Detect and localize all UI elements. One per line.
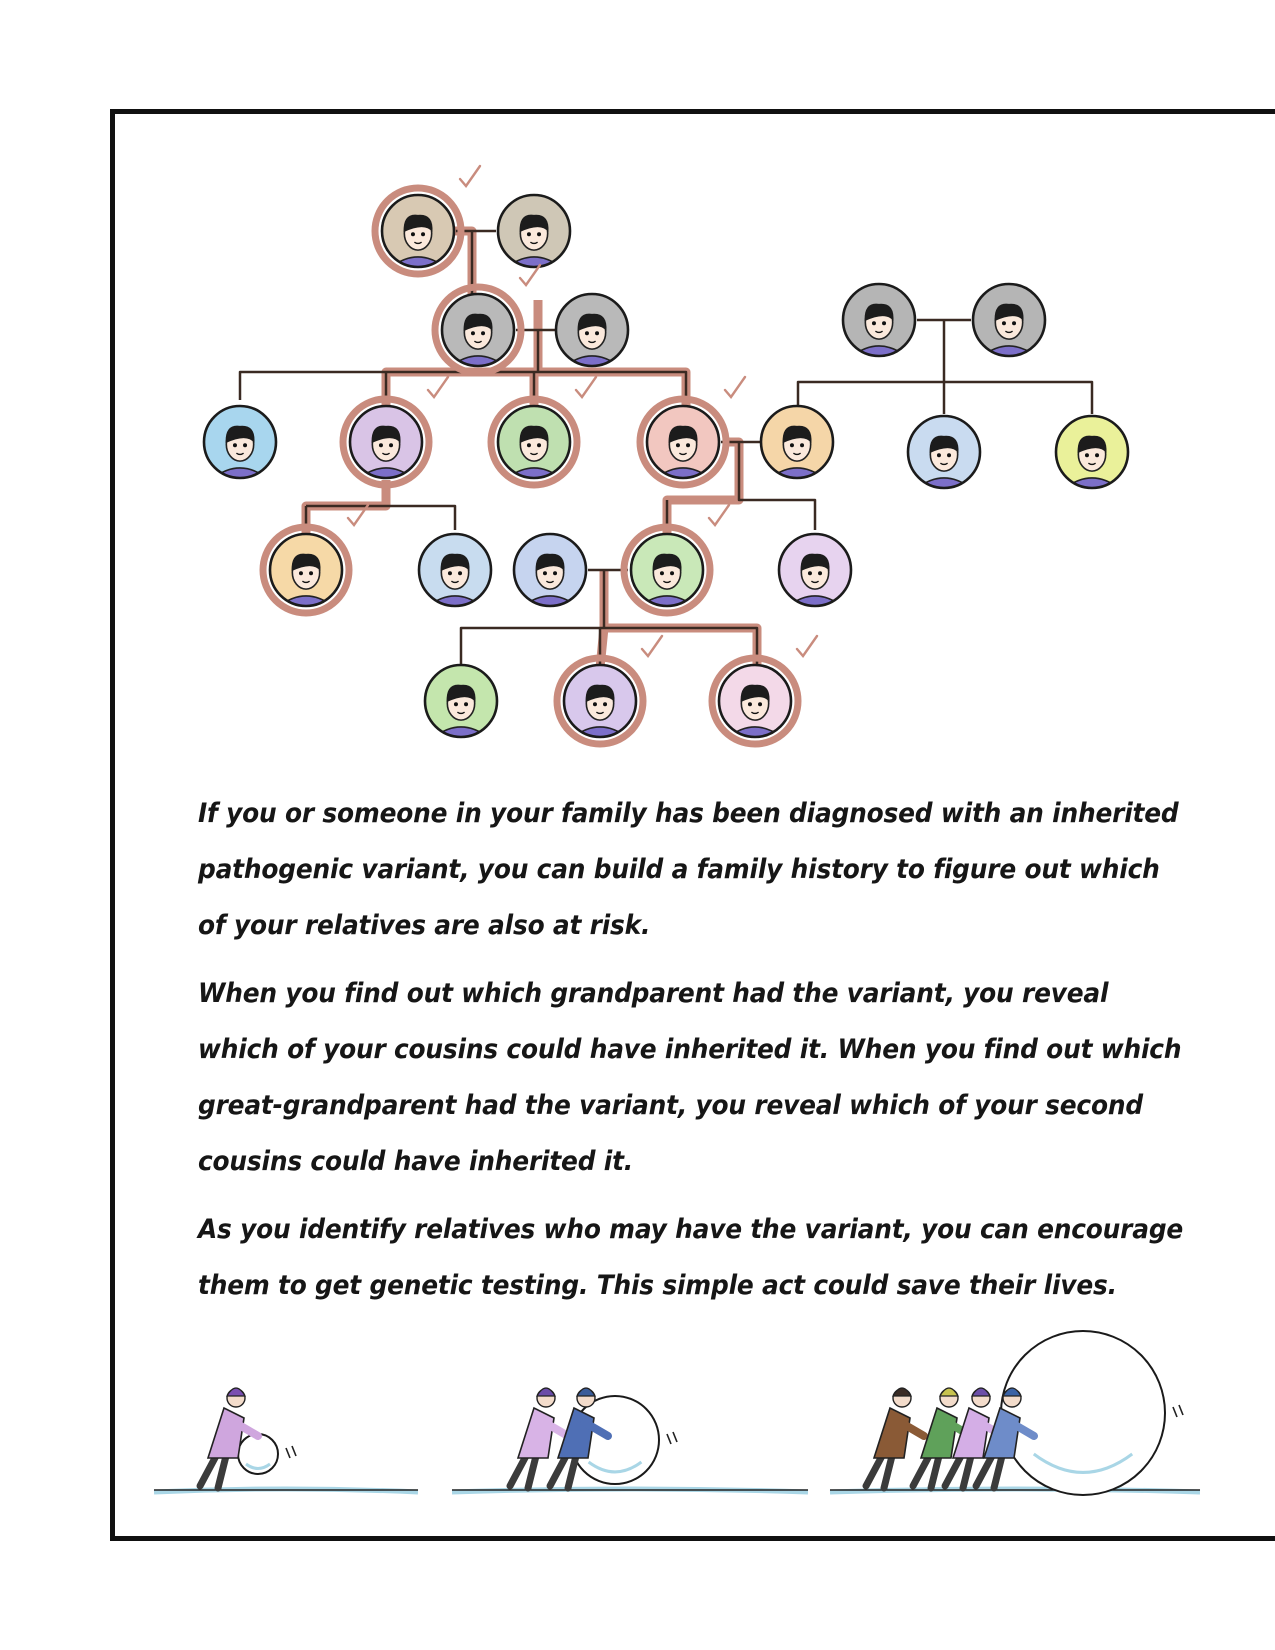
eye xyxy=(243,443,247,447)
eye xyxy=(800,443,804,447)
family-member-aunt-1 xyxy=(491,377,596,485)
family-member-uncle-1 xyxy=(204,406,276,479)
text-line: them to get genetic testing. This simple act could save their lives. xyxy=(198,1270,1117,1301)
family-tree-members xyxy=(204,166,1128,744)
checkmark-icon xyxy=(797,636,817,656)
eye xyxy=(481,331,485,335)
checkmark-icon xyxy=(642,636,662,656)
paragraph-testing xyxy=(198,1202,1184,1314)
paragraph-grandparent xyxy=(198,966,1182,1190)
eye xyxy=(458,571,462,575)
eye xyxy=(537,232,541,236)
eye xyxy=(389,443,393,447)
text-line: cousins could have inherited it. xyxy=(198,1146,634,1177)
text-line: When you find out which grandparent had the variant, you reveal xyxy=(198,978,1109,1009)
family-member-sibling xyxy=(779,534,851,607)
family-tree-illustration xyxy=(0,0,1275,760)
family-member-cousin-1 xyxy=(263,505,368,613)
text-line: of your relatives are also at risk. xyxy=(198,910,651,941)
eye xyxy=(233,443,237,447)
eye xyxy=(595,331,599,335)
eye xyxy=(818,571,822,575)
eye xyxy=(1095,453,1099,457)
eye xyxy=(464,702,468,706)
eye xyxy=(758,702,762,706)
family-member-child-1 xyxy=(425,665,497,738)
eye xyxy=(790,443,794,447)
eye xyxy=(454,702,458,706)
eye xyxy=(309,571,313,575)
eye xyxy=(421,232,425,236)
eye xyxy=(537,443,541,447)
family-member-grandfather xyxy=(435,265,540,373)
paragraph-diagnosis xyxy=(198,786,1179,954)
eye xyxy=(448,571,452,575)
eye xyxy=(585,331,589,335)
eye xyxy=(1012,321,1016,325)
family-member-great-grandmother-paternal xyxy=(375,166,480,274)
eye xyxy=(808,571,812,575)
eye xyxy=(937,453,941,457)
connector-line xyxy=(944,382,1092,414)
eye xyxy=(593,702,597,706)
eye xyxy=(411,232,415,236)
family-member-spouse xyxy=(514,534,586,607)
checkmark-icon xyxy=(709,505,729,525)
eye xyxy=(1085,453,1089,457)
eye xyxy=(1002,321,1006,325)
eye xyxy=(670,571,674,575)
family-member-cousin-2 xyxy=(419,534,491,607)
family-member-aunt-2 xyxy=(908,416,980,489)
text-line: As you identify relatives who may have the variant, you can encourage xyxy=(198,1214,1184,1245)
eye xyxy=(543,571,547,575)
family-member-grandmother-maternal xyxy=(843,284,915,357)
family-member-great-grandfather-paternal xyxy=(498,195,570,268)
text-line: which of your cousins could have inherited it. When you find out which xyxy=(198,1034,1182,1065)
eye xyxy=(872,321,876,325)
text-line: If you or someone in your family has been diagnosed with an inherited xyxy=(198,798,1179,829)
family-member-grandfather-maternal xyxy=(973,284,1045,357)
eye xyxy=(471,331,475,335)
family-member-father xyxy=(761,406,833,479)
eye xyxy=(676,443,680,447)
eye xyxy=(299,571,303,575)
text-line: pathogenic variant, you can build a family history to figure out which xyxy=(198,854,1160,885)
family-member-mother xyxy=(640,377,745,485)
family-member-child-2 xyxy=(557,636,662,744)
eye xyxy=(947,453,951,457)
family-member-child-3 xyxy=(712,636,817,744)
text-line: great-grandparent had the variant, you reveal which of your second xyxy=(198,1090,1143,1121)
family-member-self xyxy=(624,505,729,613)
eye xyxy=(748,702,752,706)
family-member-uncle-2 xyxy=(343,377,448,485)
eye xyxy=(527,232,531,236)
family-member-grandmother xyxy=(556,294,628,367)
eye xyxy=(553,571,557,575)
eye xyxy=(686,443,690,447)
body-text xyxy=(198,786,1184,1326)
checkmark-icon xyxy=(460,166,480,186)
checkmark-icon xyxy=(725,377,745,397)
eye xyxy=(882,321,886,325)
checkmark-icon xyxy=(428,377,448,397)
eye xyxy=(660,571,664,575)
eye xyxy=(527,443,531,447)
eye xyxy=(603,702,607,706)
checkmark-icon xyxy=(576,377,596,397)
eye xyxy=(379,443,383,447)
family-member-uncle-3 xyxy=(1056,416,1128,489)
